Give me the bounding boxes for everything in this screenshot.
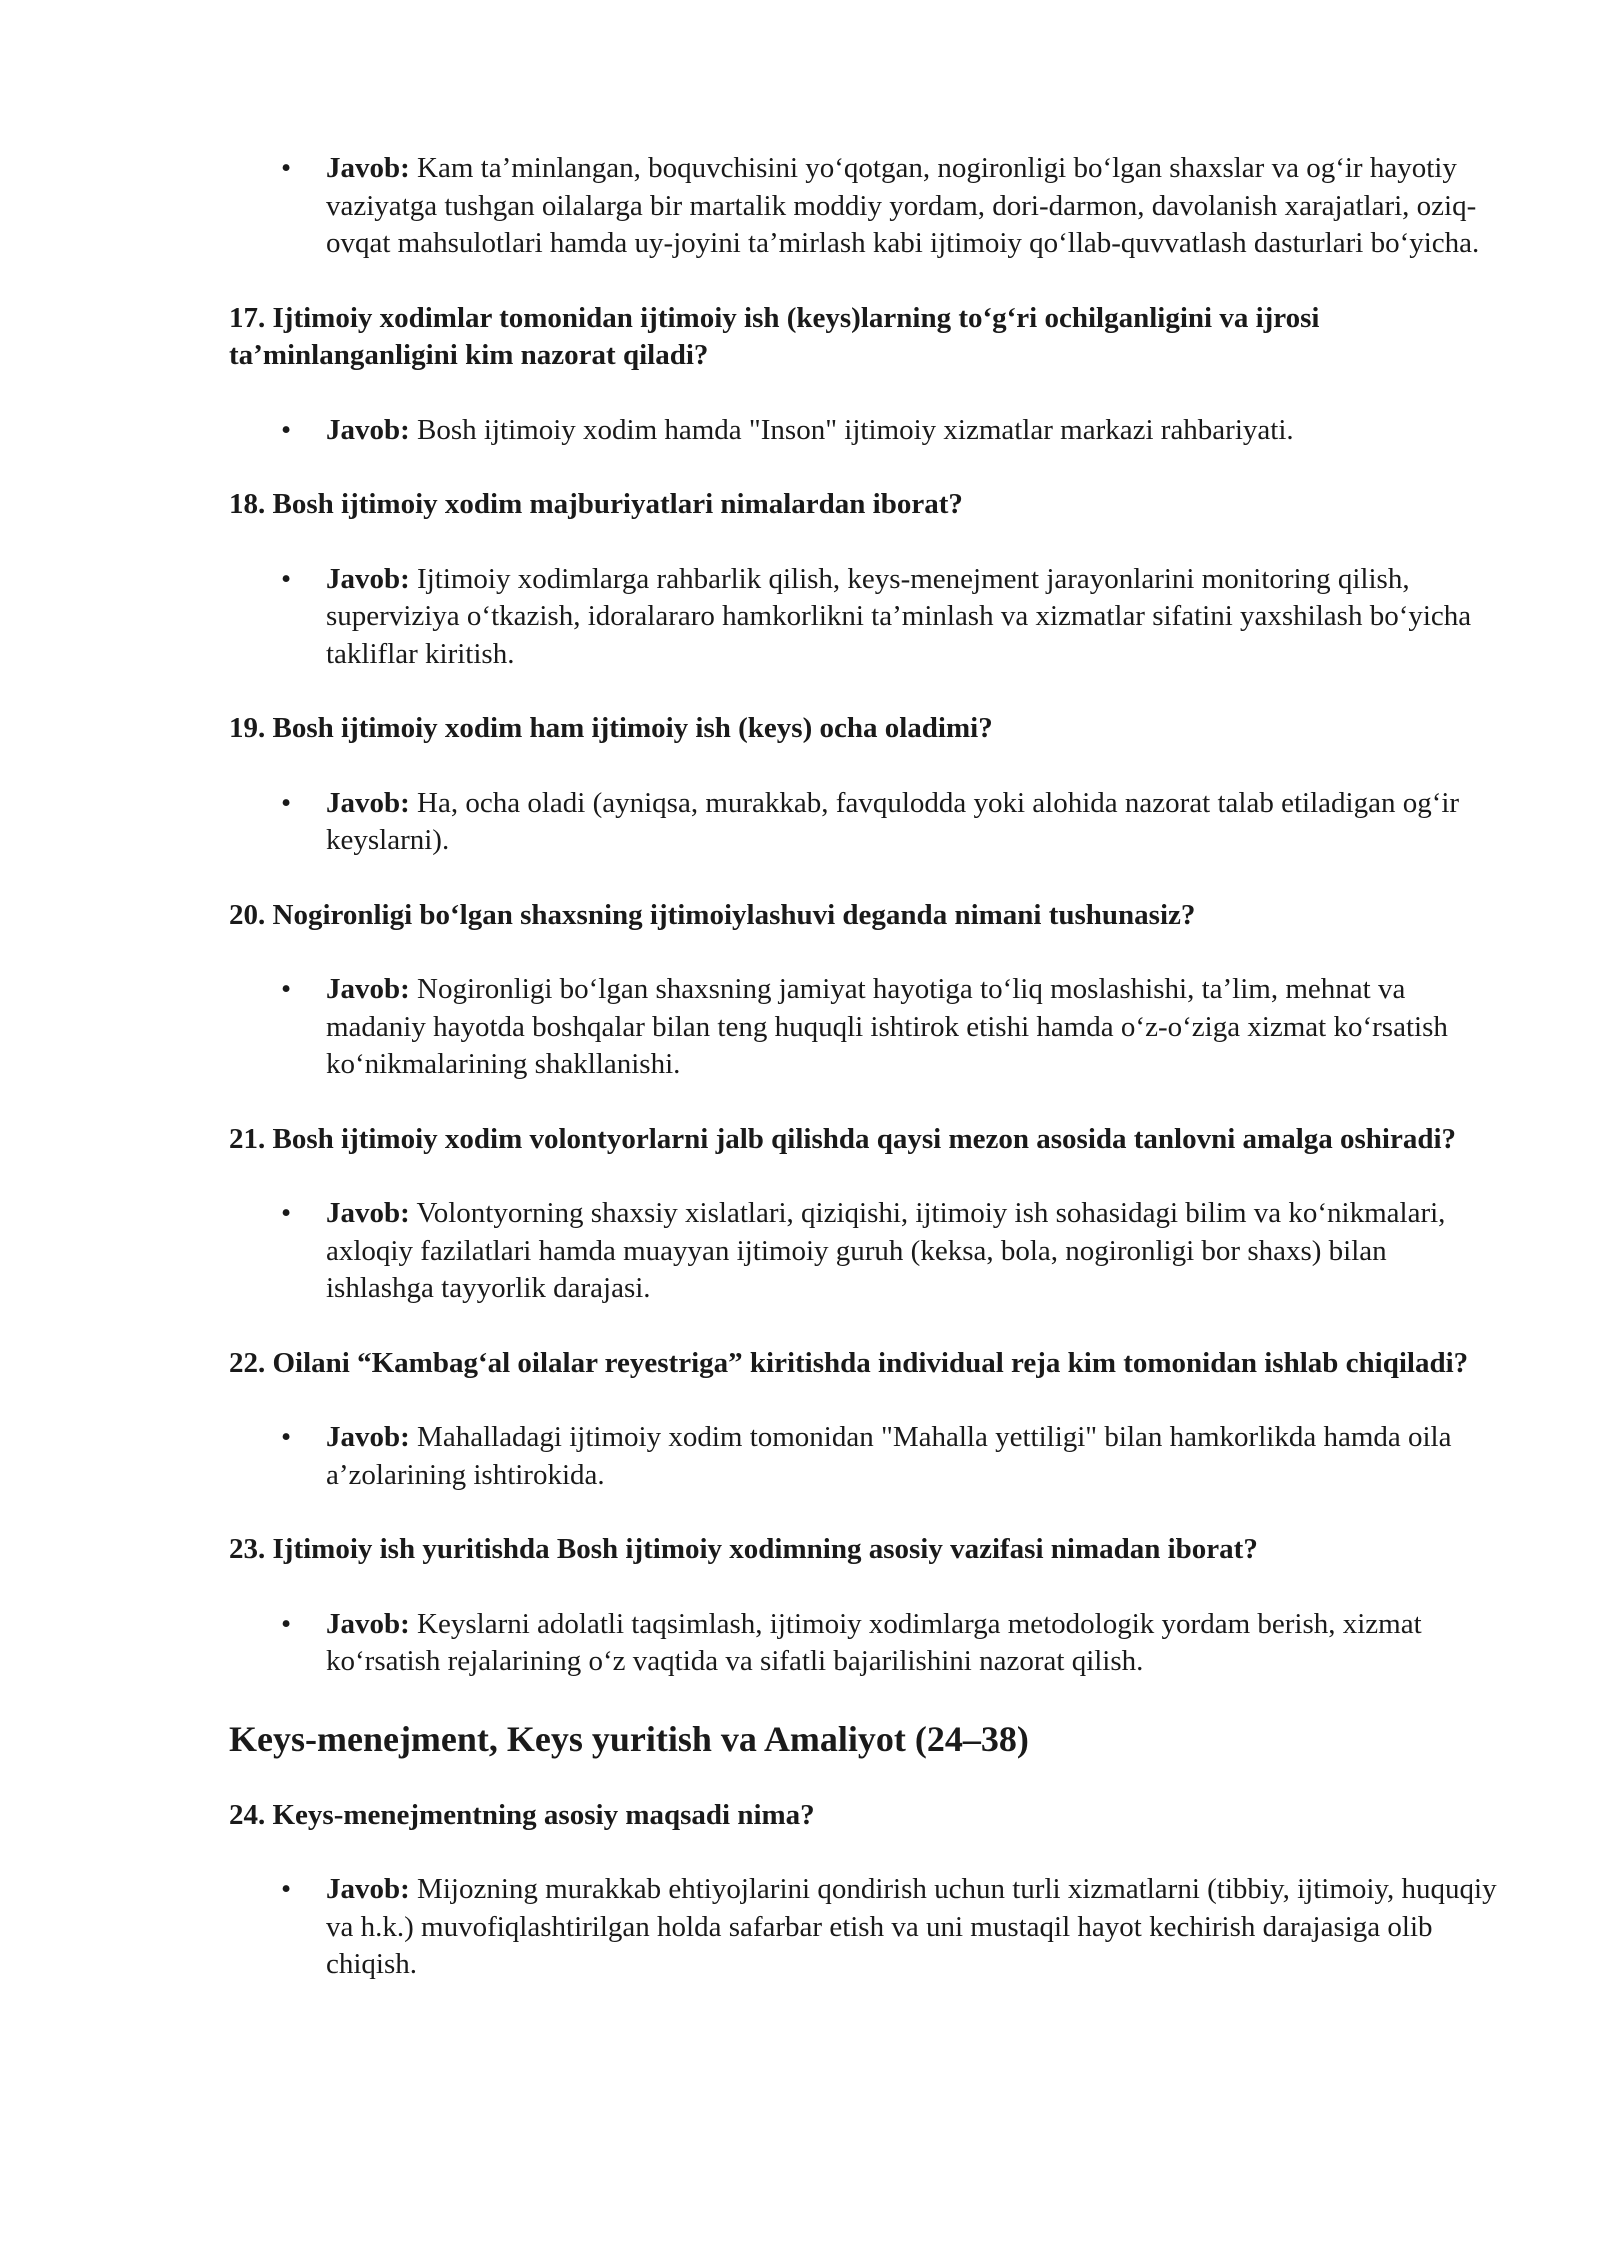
answer-item <box>229 1871 1499 1984</box>
answer-item <box>229 561 1499 674</box>
answer-text: Ijtimoiy xodimlarga rahbarlik qilish, keys-menejment jarayonlarini monitoring qilish, superviziya o‘tkazish, idoralararo hamkorlikni ta’minlash va xizmatlar sifatini yaxshilash bo‘yicha takliflar kiritish. <box>326 562 1472 670</box>
bullet-icon: • <box>281 413 292 446</box>
answer-label: Javob: <box>326 1421 410 1453</box>
bullet-icon: • <box>281 973 292 1005</box>
answer-item <box>229 1419 1499 1494</box>
answer-item <box>229 785 1499 860</box>
answer-text: Bosh ijtimoiy xodim hamda "Inson" ijtimoiy xizmatlar markazi rahbariyati. <box>409 413 1294 446</box>
question-17: 17. Ijtimoiy xodimlar tomonidan ijtimoiy ish (keys)larning to‘g‘ri ochilganligini va ijrosi ta’minlanganligini kim nazorat qiladi? <box>229 301 1320 371</box>
bullet-icon: • <box>281 562 292 595</box>
question-22: 22. Oilani “Kambag‘al oilalar reyestriga” kiritishda individual reja kim tomonidan ishlab chiqiladi? <box>229 1346 1469 1379</box>
answer-text: Nogironligi bo‘lgan shaxsning jamiyat hayotiga to‘liq moslashishi, ta’lim, mehnat va madaniy hayotda boshqalar bilan teng huquqli ishtirok etishi hamda o‘z-o‘ziga xizmat ko‘rsatish ko‘nikmalarining shakllanishi. <box>326 973 1448 1080</box>
section-heading: Keys-menejment, Keys yuritish va Amaliyot (24–38) <box>229 1718 1029 1759</box>
answer-label: Javob: <box>326 413 410 446</box>
answer-text: Volontyorning shaxsiy xislatlari, qiziqishi, ijtimoiy ish sohasidagi bilim va ko‘nikmalari, axloqiy fazilatlari hamda muayyan ijtimoiy guruh (keksa, bola, nogironligi bor shaxs) bilan ishlashga tayyorlik darajasi. <box>326 1197 1446 1304</box>
answer-text: Mahalladagi ijtimoiy xodim tomonidan "Mahalla yettiligi" bilan hamkorlikda hamda oila a’zolarining ishtirokida. <box>326 1421 1452 1491</box>
answer-label: Javob: <box>326 562 410 595</box>
answer-item <box>229 150 1499 263</box>
answer-label: Javob: <box>326 1197 410 1229</box>
answer-item <box>229 1606 1499 1681</box>
bullet-icon: • <box>281 786 292 819</box>
answer-text: Ha, ocha oladi (ayniqsa, murakkab, favqulodda yoki alohida nazorat talab etiladigan og‘ir keyslarni). <box>326 786 1460 856</box>
question-20: 20. Nogironligi bo‘lgan shaxsning ijtimoiylashuvi deganda nimani tushunasiz? <box>229 898 1196 931</box>
answer-label: Javob: <box>326 152 410 184</box>
answer-label: Javob: <box>326 1873 410 1905</box>
bullet-icon: • <box>281 152 292 184</box>
bullet-icon: • <box>281 1421 292 1453</box>
answer-label: Javob: <box>326 973 410 1005</box>
answer-label: Javob: <box>326 786 410 819</box>
bullet-icon: • <box>281 1873 292 1905</box>
question-18: 18. Bosh ijtimoiy xodim majburiyatlari nimalardan iborat? <box>229 488 963 520</box>
question-19: 19. Bosh ijtimoiy xodim ham ijtimoiy ish (keys) ocha oladimi? <box>229 712 993 744</box>
question-23: 23. Ijtimoiy ish yuritishda Bosh ijtimoiy xodimning asosiy vazifasi nimadan iborat? <box>229 1533 1258 1565</box>
answer-text: Mijozning murakkab ehtiyojlarini qondirish uchun turli xizmatlarni (tibbiy, ijtimoiy, huquqiy va h.k.) muvofiqlashtirilgan holda safarbar etish va uni mustaqil hayot kechirish darajasiga olib chiqish. <box>326 1873 1497 1980</box>
answer-label: Javob: <box>326 1607 410 1640</box>
answer-item <box>229 1195 1499 1308</box>
answer-text: Kam ta’minlangan, boquvchisini yo‘qotgan, nogironligi bo‘lgan shaxslar va og‘ir hayotiy vaziyatga tushgan oilalarga bir martalik moddiy yordam, dori-darmon, davolanish xarajatlari, oziq-ovqat mahsulotlari hamda uy-joyini ta’mirlash kabi ijtimoiy qo‘llab-quvvatlash dasturlari bo‘yicha. <box>326 152 1480 259</box>
answer-item <box>229 412 1499 450</box>
document-page <box>229 150 1499 1984</box>
answer-text: Keyslarni adolatli taqsimlash, ijtimoiy xodimlarga metodologik yordam berish, xizmat ko‘rsatish rejalarining o‘z vaqtida va sifatli bajarilishini nazorat qilish. <box>326 1607 1422 1677</box>
bullet-icon: • <box>281 1197 292 1229</box>
question-21: 21. Bosh ijtimoiy xodim volontyorlarni jalb qilishda qaysi mezon asosida tanlovni amalga oshiradi? <box>229 1122 1457 1155</box>
bullet-icon: • <box>281 1607 292 1640</box>
question-24: 24. Keys-menejmentning asosiy maqsadi nima? <box>229 1798 815 1831</box>
answer-item <box>229 971 1499 1084</box>
